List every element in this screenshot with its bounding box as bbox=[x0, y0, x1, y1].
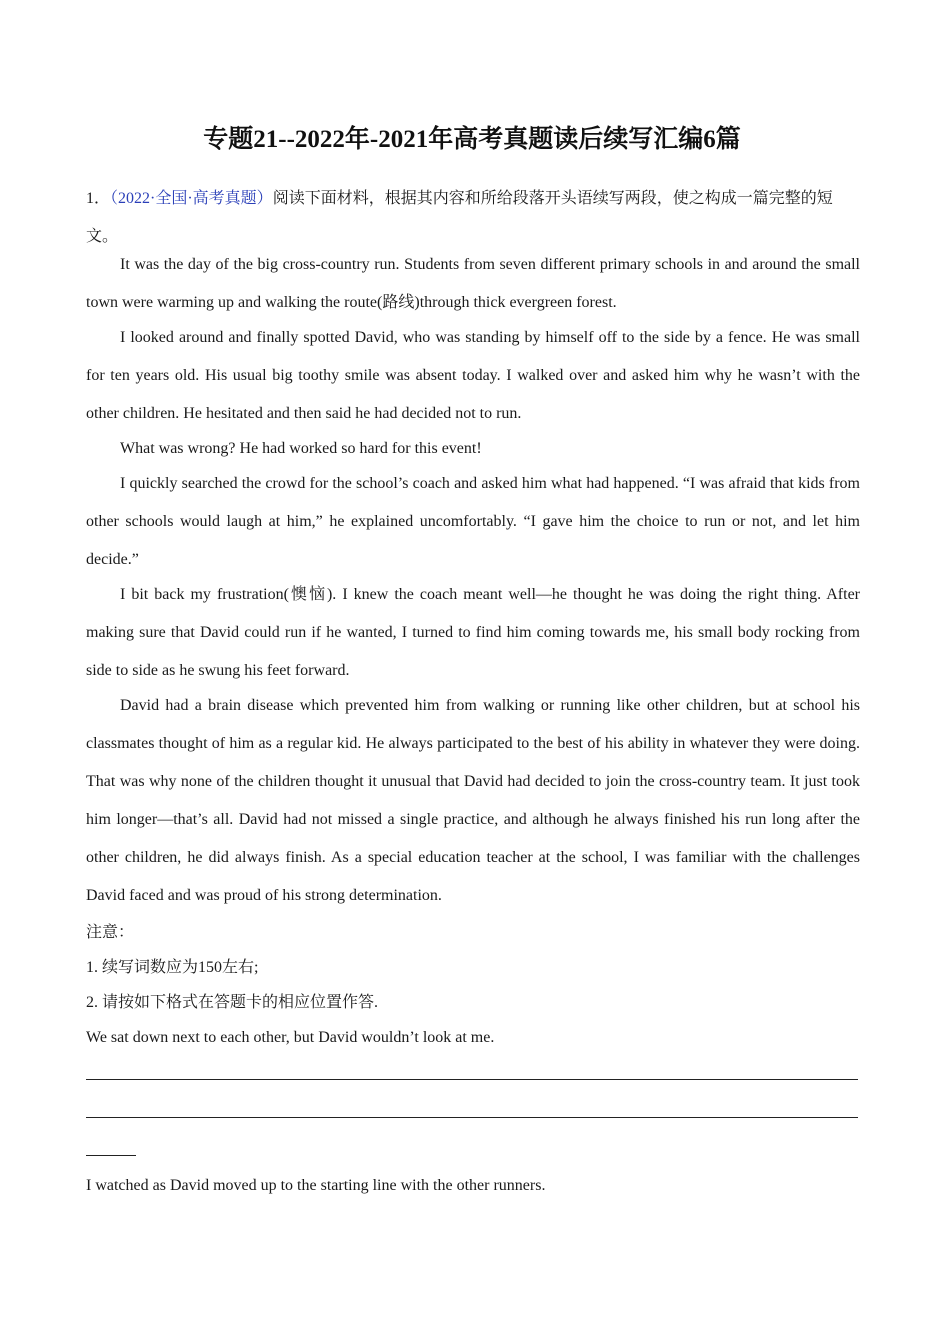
note-item: 2. 请按如下格式在答题卡的相应位置作答. bbox=[86, 994, 379, 1011]
passage-paragraph: David had a brain disease which prevented him from walking or running like other children, but at school his classmates thought of him as a regular kid. He always participated to the best of his ability in whatever they were doing. That was why none of the children thought it unusual that David had decided to join the cross-country team. It just took him longer—that’s all. David had not missed a single practice, and although he always finished his run long after the other children, he did always finish. As a special education teacher at the school, I was familiar with the challenges David faced and was proud of his strong determination. bbox=[86, 697, 860, 904]
question-header bbox=[86, 180, 864, 256]
passage-paragraph: I looked around and finally spotted David, who was standing by himself off to the side by a fence. He was small for ten years old. His usual big toothy smile was absent today. I walked over and asked him why he wasn’t with the other children. He hesitated and then said he had decided not to run. bbox=[86, 329, 860, 422]
question-source: （2022·全国·高考真题） bbox=[110, 190, 273, 207]
paragraph-start-1: We sat down next to each other, but David wouldn’t look at me. bbox=[86, 1029, 495, 1046]
passage-paragraph: It was the day of the big cross-country run. Students from seven different primary schools in and around the small town were warming up and walking the route(路线)through thick evergreen forest. bbox=[86, 256, 860, 311]
question-number: 1． bbox=[86, 190, 111, 207]
passage-body bbox=[86, 246, 860, 1055]
passage-paragraph: I quickly searched the crowd for the school’s coach and asked him what had happened. “I was afraid that kids from other schools would laugh at him,” he explained uncomfortably. “I gave him the choice to run or not, and let him decide.” bbox=[86, 475, 860, 568]
document-title: 专题21--2022年-2021年高考真题读后续写汇编6篇 bbox=[203, 126, 741, 153]
answer-line-short bbox=[86, 1155, 136, 1156]
paragraph-start-2: I watched as David moved up to the starting line with the other runners. bbox=[86, 1177, 546, 1194]
passage-paragraph: I bit back my frustration(懊恼). I knew the coach meant well—he thought he was doing the right thing. After making sure that David could run if he wanted, I turned to find him coming towards me, his small body rocking from side to side as he swung his feet forward. bbox=[86, 586, 860, 679]
note-item: 1. 续写词数应为150左右; bbox=[86, 959, 259, 976]
answer-line bbox=[86, 1117, 858, 1118]
passage-paragraph: What was wrong? He had worked so hard for this event! bbox=[120, 440, 482, 457]
answer-line bbox=[86, 1079, 858, 1080]
question-instruction: 阅读下面材料，根据其内容和所给段落开头语续写两段，使之构成一篇完整的短文。 bbox=[86, 190, 833, 245]
notes-heading: 注意： bbox=[86, 924, 135, 941]
